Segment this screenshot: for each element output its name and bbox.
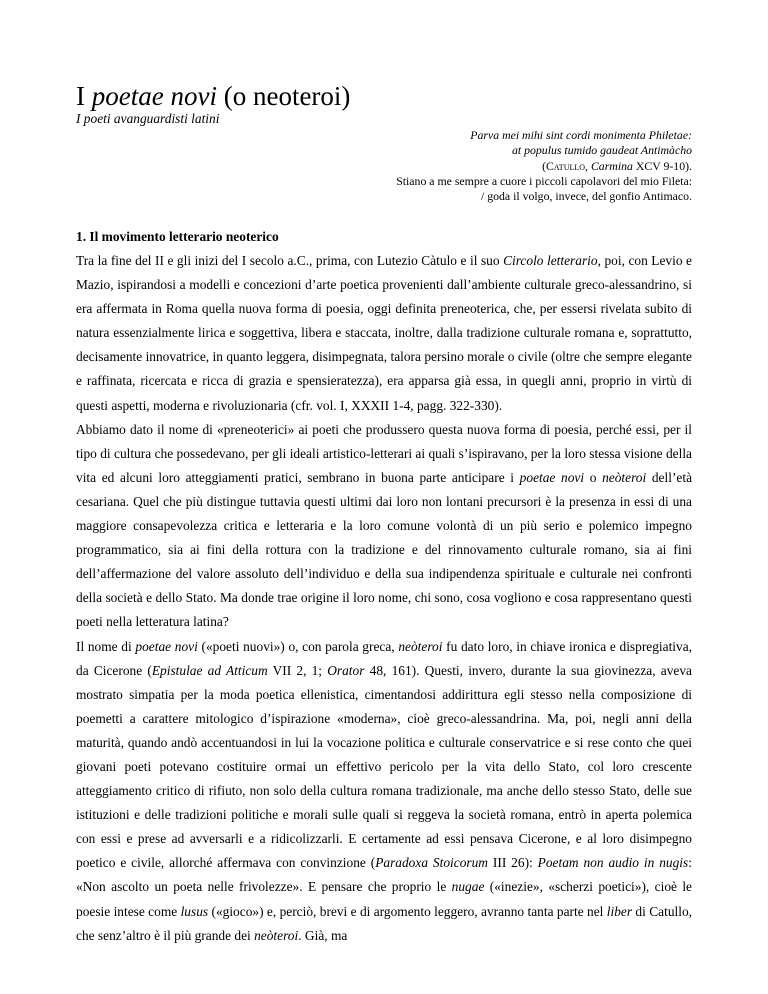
epigraph-citation: (Catullo, Carmina XCV 9-10).	[542, 158, 692, 173]
epigraph-latin-line-1: Parva mei mihi sint cordi monimenta Philetae:	[470, 128, 692, 142]
epigraph-translation-line-2: / goda il volgo, invece, del gonfio Antimaco.	[481, 189, 692, 204]
document-subtitle: I poeti avanguardisti latini	[76, 111, 220, 126]
epigraph-translation-line-1: Stiano a me sempre a cuore i piccoli capolavori del mio Fileta:	[396, 173, 692, 188]
section-heading: 1. Il movimento letterario neoterico	[76, 229, 279, 244]
paragraph-1: Tra la fine del II e gli inizi del I secolo a.C., prima, con Lutezio Càtulo e il suo Circolo letterario, poi, con Levio e Mazio, ispirandosi a modelli e concezioni d’arte poetica provenienti dall’ambiente culturale greco-alessandrino, si era affermata in Roma quella nuova forma di poesia, oggi definita preneoterica, che, per essersi rivelata subito di natura essenzialmente lirica e soggettiva, libera e staccata, inoltre, dalla tradizione culturale romana e, soprattutto, decisamente innovatrice, in quanto leggera, disimpegnata, talora persino morale o civile (oltre che sempre elegante e raffinata, ricercata e ricca di grazia e spensieratezza), era apparsa già essa, in quegli anni, proprio in virtù di questi aspetti, moderna e rivoluzionaria (cfr. vol. I, XXXII 1-4, pagg. 322-330).	[76, 253, 692, 413]
epigraph	[132, 128, 692, 204]
document-title: I poetae novi (o neoteroi)	[76, 81, 351, 111]
paragraph-3: Il nome di poetae novi («poeti nuovi») o, con parola greca, neòteroi fu dato loro, in chiave ironica e dispregiativa, da Cicerone (Epistulae ad Atticum VII 2, 1; Orator 48, 161). Questi, invero, durante la sua giovinezza, aveva mostrato simpatia per la moda poetica ellenistica, cimentandosi addirittura egli stesso nella composizione di poemetti a carattere mitologico d’ispirazione «moderna», cioè greco-alessandrina. Ma, poi, negli anni della maturità, quando andò accentuandosi in lui la vocazione politica e culturale conservatrice e si rese conto che quei giovani poeti potevano costituire ormai un effettivo pericolo per la vita dello Stato, col loro crescente atteggiamento critico di rifiuto, non solo della cultura romana tradizionale, ma anche dello stesso Stato, delle sue istituzioni e delle tradizioni politiche e morali sulle quali si reggeva la società romana, entrò in aperta polemica con essi e prese ad avversarli e a ridicolizzarli. E certamente ad essi pensava Cicerone, e al loro disimpegno poetico e civile, allorché affermava con convinzione (Paradoxa Stoicorum III 26): Poetam non audio in nugis: «Non ascolto un poeta nelle frivolezze». E pensare che proprio le nugae («inezie», «scherzi poetici»), cioè le poesie intese come lusus («gioco») e, perciò, brevi e di argomento leggero, avranno tanta parte nel liber di Catullo, che senz’altro è il più grande dei neòteroi. Già, ma	[76, 638, 693, 943]
body-text	[76, 249, 692, 948]
paragraph-2: Abbiamo dato il nome di «preneoterici» ai poeti che produssero questa nuova forma di poesia, perché essi, per il tipo di cultura che possedevano, per gli ideali artistico-letterari ai quali s’ispiravano, per la loro stessa visione della vita ed alcuni loro atteggiamenti pratici, sembrano in buona parte anticipare i poetae novi o neòteroi dell’età cesariana. Quel che più distingue tuttavia questi ultimi dai loro non lontani precursori è la presenza in essi di una maggiore consapevolezza critica e letteraria e la loro comune volontà di un più serio e polemico impegno programmatico, sia ai fini della rottura con la tradizione e del rinnovamento culturale romano, sia ai fini dell’affermazione del valore assoluto dell’individuo e della sua indipendenza spirituale e culturale nei confronti della società e dello Stato. Ma donde trae origine il loro nome, chi sono, cosa vogliono e cosa rappresentano questi poeti nella letteratura latina?	[76, 421, 693, 630]
epigraph-latin-line-2: at populus tumido gaudeat Antimàcho	[511, 143, 692, 158]
